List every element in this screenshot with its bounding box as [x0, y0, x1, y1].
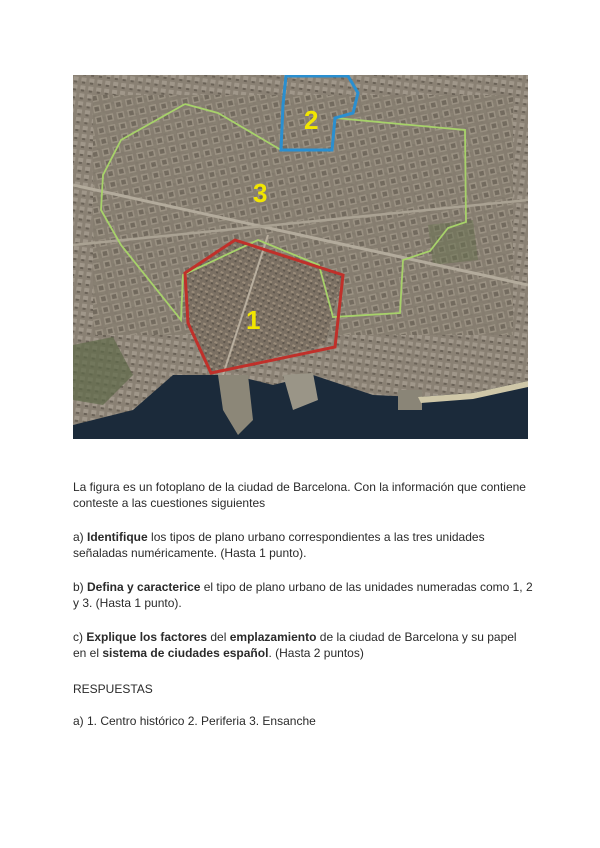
answer-a-text: a) 1. Centro histórico 2. Periferia 3. Ensanche [73, 714, 316, 728]
zone-1-label: 1 [246, 305, 261, 335]
question-b-prefix: b) [73, 580, 88, 594]
answer-a [73, 713, 533, 729]
question-c-mid-2: de la ciudad de Barcelona y su papel en el [73, 630, 517, 660]
question-b-text [73, 579, 533, 611]
intro-paragraph [73, 479, 533, 511]
question-a-prefix: a) [73, 530, 88, 544]
question-b-keyword: Defina y caracterice [87, 580, 201, 594]
question-c-rest: . (Hasta 2 puntos) [268, 646, 364, 660]
question-b [73, 579, 533, 611]
question-c-text [73, 629, 533, 661]
question-a-rest: los tipos de plano urbano correspondientes a las tres unidades señaladas numéricamente. (Hasta 1 punto). [73, 530, 485, 560]
question-a-text [73, 529, 533, 561]
intro-text: La figura es un fotoplano de la ciudad de Barcelona. Con la información que contiene conteste a las cuestiones siguientes [73, 480, 526, 510]
question-c-prefix: c) [73, 630, 87, 644]
answers-heading-text: RESPUESTAS [73, 682, 153, 696]
zone-2-label: 2 [304, 105, 319, 135]
answers-heading [73, 681, 533, 697]
question-c-keyword-3: sistema de ciudades español [102, 646, 269, 660]
barcelona-aerial-photo [73, 75, 528, 439]
question-c-mid-1: del [207, 630, 230, 644]
question-b-rest: el tipo de plano urbano de las unidades numeradas como 1, 2 y 3. (Hasta 1 punto). [73, 580, 533, 610]
fotoplano-map [73, 75, 528, 439]
question-c-keyword-2: emplazamiento [229, 630, 317, 644]
question-c [73, 629, 533, 661]
question-a-keyword: Identifique [87, 530, 148, 544]
question-a [73, 529, 533, 561]
zone-3-label: 3 [253, 178, 268, 208]
question-c-keyword-1: Explique los factores [86, 630, 208, 644]
marina-docks [398, 390, 422, 410]
